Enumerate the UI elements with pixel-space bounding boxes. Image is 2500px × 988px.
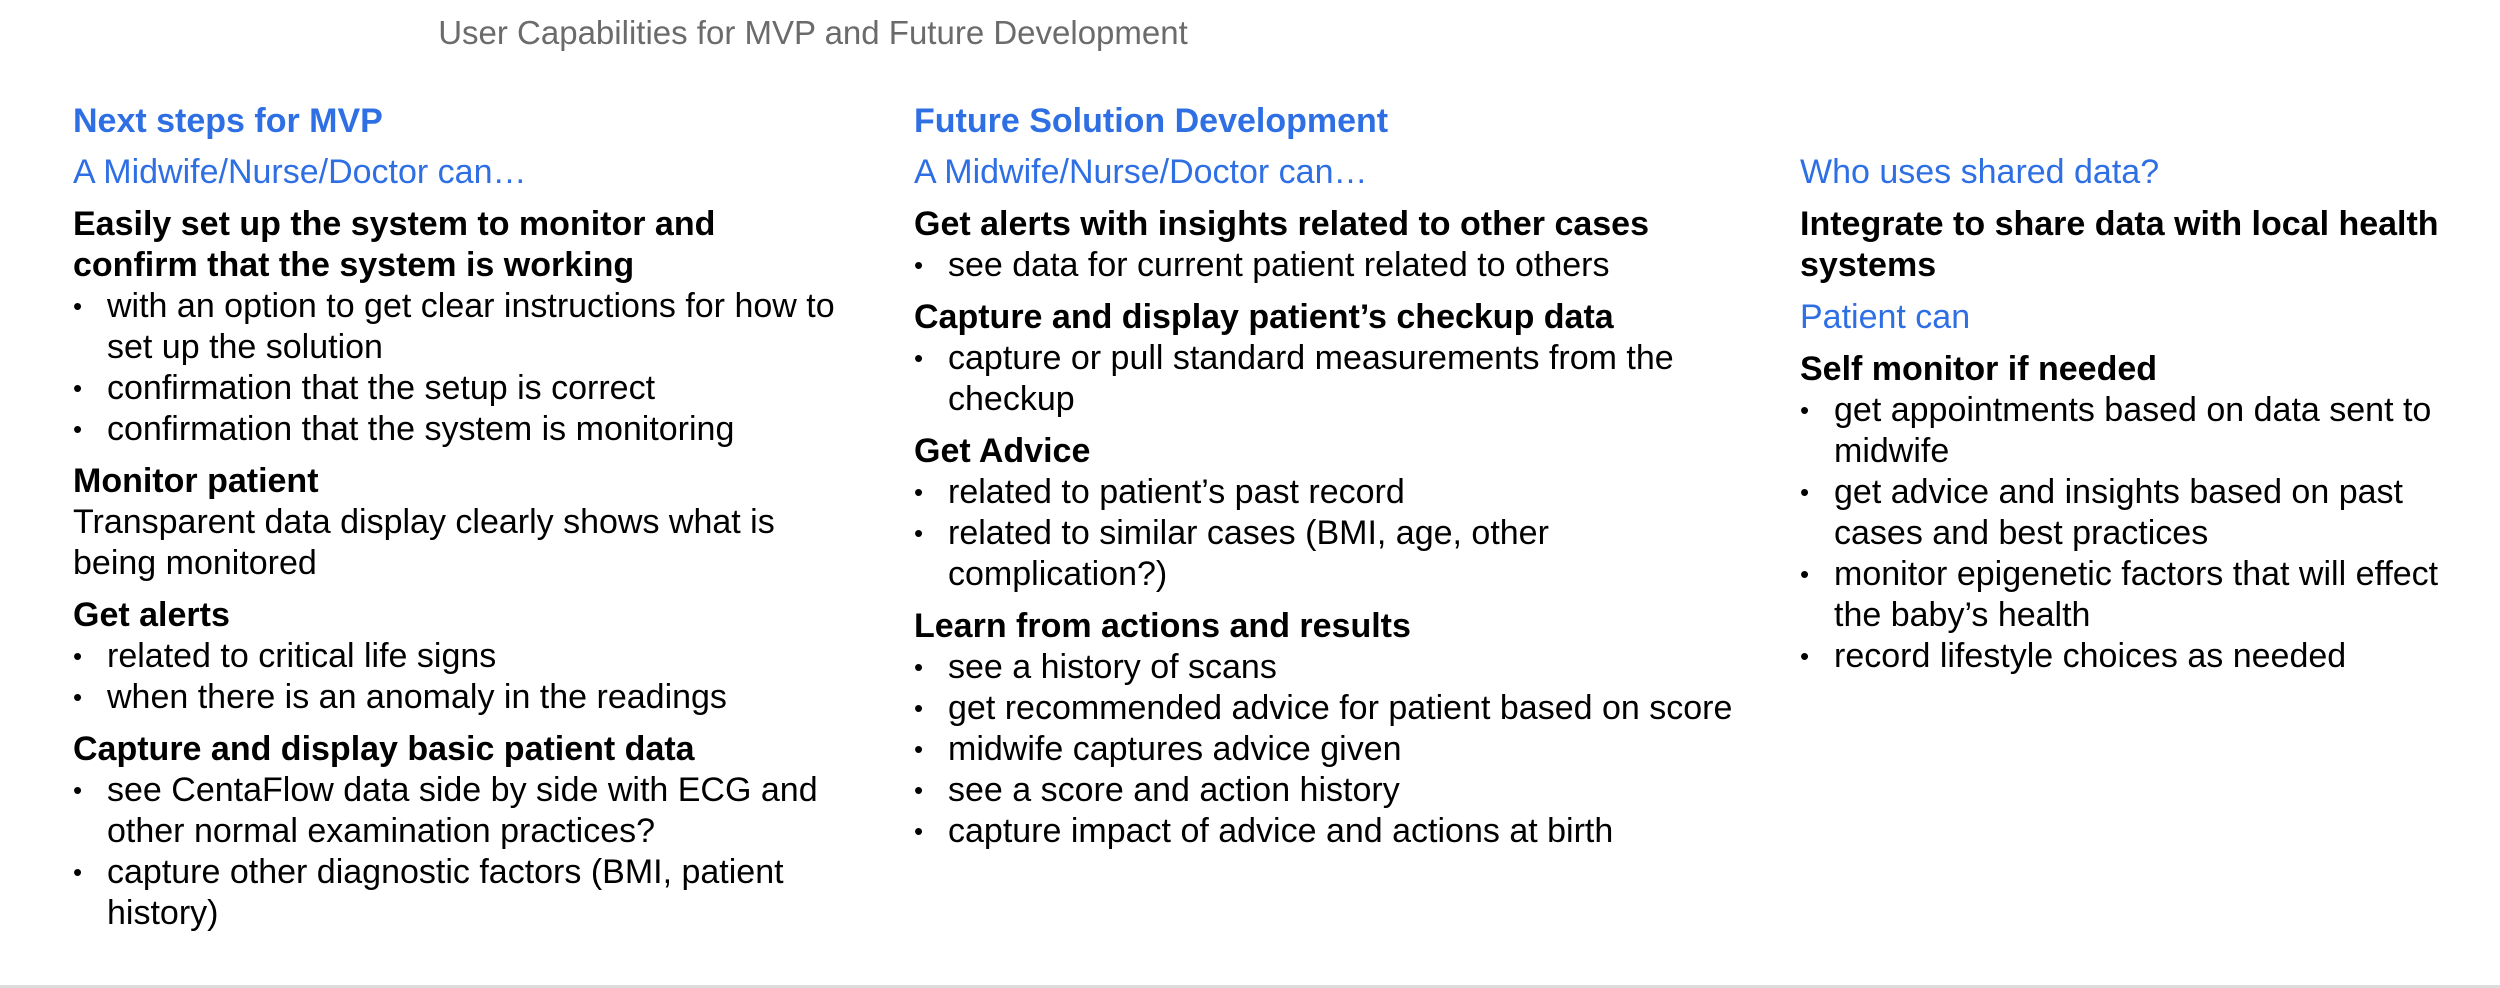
- bullet-icon: •: [914, 816, 924, 846]
- list-item-text: record lifestyle choices as needed: [1834, 637, 2347, 675]
- list-item-text: with an option to get clear instructions for how to set up the solution: [107, 287, 835, 366]
- list-item: [914, 811, 1734, 852]
- bullet-list: [914, 472, 1734, 595]
- bullet-icon: •: [73, 291, 83, 321]
- mvp-column-heading: Next steps for MVP: [73, 102, 383, 140]
- bullet-icon: •: [73, 682, 83, 712]
- list-item: [1800, 554, 2460, 636]
- future-column-content: [914, 152, 1734, 852]
- list-item-text: see CentaFlow data side by side with ECG and other normal examination practices?: [107, 771, 818, 850]
- list-item: [914, 513, 1734, 595]
- bullet-icon: •: [914, 250, 924, 280]
- list-item: [73, 636, 843, 677]
- bullet-list: [914, 647, 1734, 852]
- section-title: Capture and display basic patient data: [73, 730, 695, 768]
- list-item: [73, 409, 843, 450]
- list-item-text: related to similar cases (BMI, age, other complication?): [948, 514, 1549, 593]
- list-item: [73, 286, 843, 368]
- list-item-text: confirmation that the setup is correct: [107, 369, 656, 407]
- list-item: [73, 368, 843, 409]
- bullet-icon: •: [914, 734, 924, 764]
- mvp-column-subheading: A Midwife/Nurse/Doctor can…: [73, 153, 527, 191]
- bullet-list: [914, 338, 1734, 420]
- section-title: Get alerts: [73, 596, 230, 634]
- section-title: Self monitor if needed: [1800, 350, 2158, 388]
- bullet-list: [73, 636, 843, 718]
- bullet-icon: •: [73, 775, 83, 805]
- list-item: [914, 647, 1734, 688]
- section-title: Capture and display patient’s checkup data: [914, 298, 1614, 336]
- future-column-subheading: A Midwife/Nurse/Doctor can…: [914, 153, 1368, 191]
- list-item-text: midwife captures advice given: [948, 730, 1402, 768]
- list-item-text: related to critical life signs: [107, 637, 497, 675]
- section-title: Get Advice: [914, 432, 1091, 470]
- bullet-icon: •: [73, 641, 83, 671]
- bullet-icon: •: [1800, 477, 1810, 507]
- future-column-heading: Future Solution Development: [914, 102, 1389, 140]
- shared-data-subheading: Who uses shared data?: [1800, 153, 2160, 191]
- list-item-text: related to patient’s past record: [948, 473, 1405, 511]
- bullet-icon: •: [73, 857, 83, 887]
- list-item-text: get appointments based on data sent to midwife: [1834, 391, 2432, 470]
- bullet-list: [73, 770, 843, 934]
- list-item: [914, 770, 1734, 811]
- list-item-text: when there is an anomaly in the readings: [107, 678, 727, 716]
- section-title: Easily set up the system to monitor and confirm that the system is working: [73, 205, 716, 284]
- list-item: [914, 245, 1734, 286]
- bullet-icon: •: [73, 414, 83, 444]
- list-item: [914, 729, 1734, 770]
- bullet-icon: •: [73, 373, 83, 403]
- list-item: [914, 688, 1734, 729]
- list-item: [73, 770, 843, 852]
- list-item: [1800, 636, 2460, 677]
- bullet-icon: •: [914, 775, 924, 805]
- bullet-icon: •: [914, 518, 924, 548]
- list-item-text: capture impact of advice and actions at birth: [948, 812, 1614, 850]
- list-item: [73, 677, 843, 718]
- patient-subheading: Patient can: [1800, 298, 1971, 336]
- bullet-icon: •: [1800, 641, 1810, 671]
- list-item: [1800, 472, 2460, 554]
- list-item: [914, 338, 1734, 420]
- bullet-icon: •: [914, 343, 924, 373]
- bullet-icon: •: [914, 477, 924, 507]
- list-item: [914, 472, 1734, 513]
- list-item-text: capture or pull standard measurements from the checkup: [948, 339, 1674, 418]
- section-title: Get alerts with insights related to other cases: [914, 205, 1649, 243]
- list-item-text: see a history of scans: [948, 648, 1277, 686]
- list-item-text: get advice and insights based on past cases and best practices: [1834, 473, 2403, 552]
- bullet-list: [1800, 390, 2460, 677]
- section-title: Monitor patient: [73, 462, 319, 500]
- list-item-text: confirmation that the system is monitoring: [107, 410, 735, 448]
- shared-data-column-content: [1800, 152, 2460, 677]
- bullet-list: [914, 245, 1734, 286]
- list-item-text: see data for current patient related to others: [948, 246, 1610, 284]
- list-item: [1800, 390, 2460, 472]
- list-item-text: get recommended advice for patient based on score: [948, 689, 1733, 727]
- page-title: User Capabilities for MVP and Future Development: [438, 14, 1188, 51]
- bullet-list: [73, 286, 843, 450]
- list-item-text: capture other diagnostic factors (BMI, patient history): [107, 853, 784, 932]
- section-text: Transparent data display clearly shows what is being monitored: [73, 503, 775, 582]
- list-item: [73, 852, 843, 934]
- bullet-icon: •: [914, 693, 924, 723]
- list-item-text: monitor epigenetic factors that will effect the baby’s health: [1834, 555, 2439, 634]
- list-item-text: see a score and action history: [948, 771, 1400, 809]
- section-title: Integrate to share data with local health systems: [1800, 205, 2439, 284]
- section-title: Learn from actions and results: [914, 607, 1411, 645]
- bullet-icon: •: [914, 652, 924, 682]
- bullet-icon: •: [1800, 395, 1810, 425]
- mvp-column-content: [73, 152, 843, 934]
- bullet-icon: •: [1800, 559, 1810, 589]
